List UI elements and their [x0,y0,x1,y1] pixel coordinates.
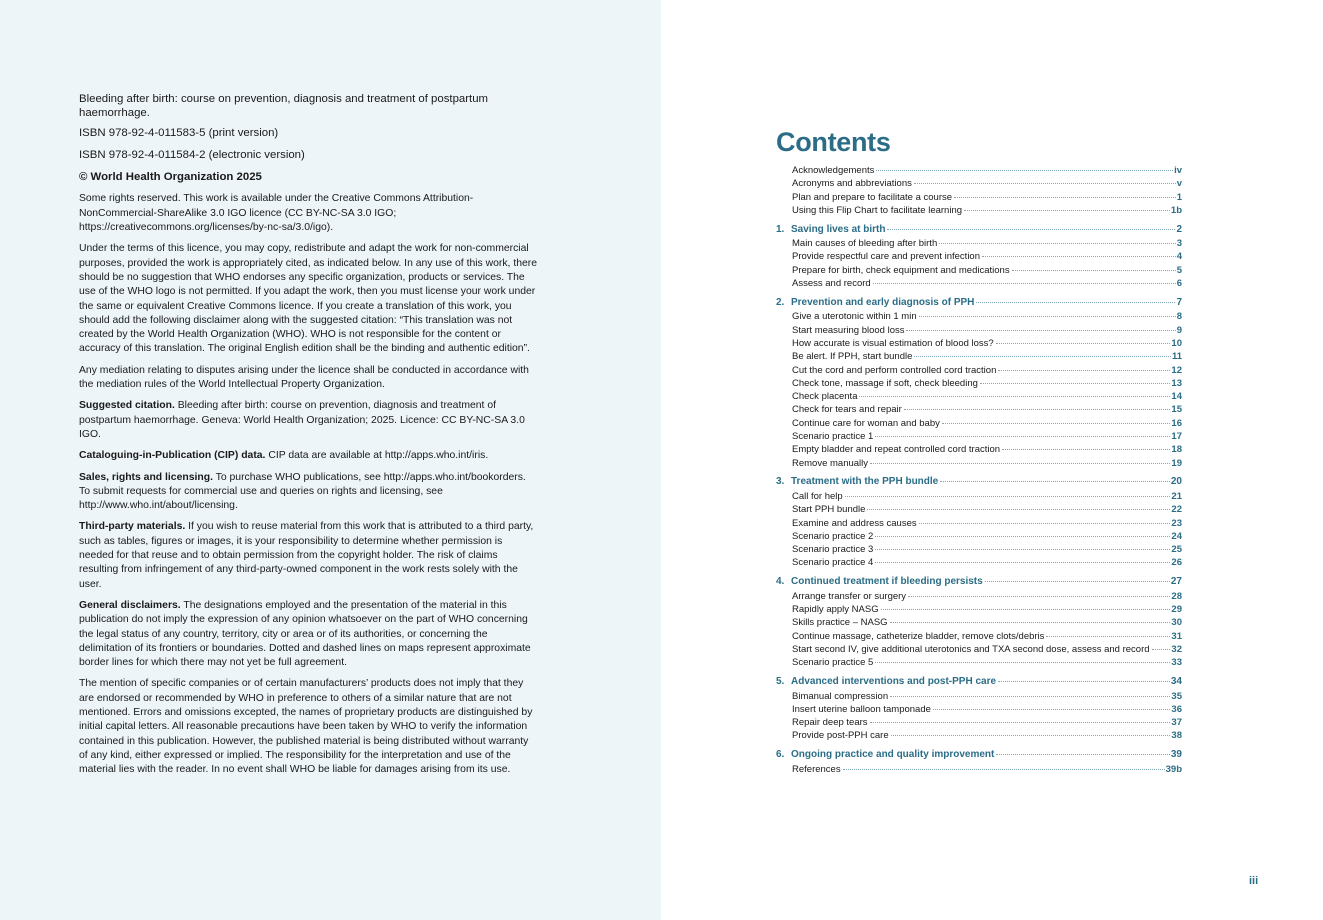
toc-entry[interactable] [776,403,1182,416]
toc-page-number: 35 [1171,690,1182,702]
toc-leader [914,183,1176,184]
toc-entry[interactable] [776,630,1182,643]
toc-page-number: 2 [1176,223,1182,235]
toc-page-number: 23 [1171,517,1182,529]
toc-page-number: 10 [1171,337,1182,349]
toc-leader [906,330,1175,331]
toc-leader [980,383,1171,384]
toc-leader [875,662,1170,663]
mediation-paragraph: Any mediation relating to disputes arising under the licence shall be conducted in accordance with the mediation rules of the World Intellectual Property Organization. [79,364,529,391]
toc-entry[interactable] [776,457,1182,470]
toc-entry-label: Plan and prepare to facilitate a course [792,191,953,203]
toc-entry[interactable] [776,703,1182,716]
citation-text: Bleeding after birth: course on prevention, diagnosis and treatment of postpartum haemorrhage. Geneva: World Health Organization; 2025. Licence: CC BY-NC-SA 3.0 IGO. [79,400,525,440]
toc-section [776,675,1182,743]
toc-entry-label: Continue massage, catheterize bladder, remove clots/debris [792,630,1045,642]
third-party-label: Third-party materials. [79,521,186,533]
toc-entry[interactable] [776,616,1182,629]
toc-entry-label: Rapidly apply NASG [792,604,879,616]
toc-entry-label: Acronyms and abbreviations [792,178,912,190]
toc-entry[interactable] [776,763,1182,776]
toc-leader [982,256,1176,257]
publication-title: Bleeding after birth: course on prevention, diagnosis and treatment of postpartum haemorrhage. [79,93,489,119]
toc-page-number: 29 [1171,604,1182,616]
toc-entry-label: Main causes of bleeding after birth [792,238,938,250]
toc-entry[interactable] [776,430,1182,443]
toc-leader [998,681,1170,682]
toc-entry[interactable] [776,590,1182,603]
toc-entry-label: Remove manually [792,457,869,469]
toc-entry[interactable] [776,164,1182,177]
toc-leader [873,283,1176,284]
toc-leader [887,229,1175,230]
page-number: iii [1249,875,1259,887]
toc-entry-label: Scenario practice 3 [792,544,874,556]
toc-entry[interactable] [776,250,1182,263]
toc-page-number: 1b [1170,204,1182,216]
toc-entry-label: Using this Flip Chart to facilitate learning [792,204,963,216]
toc-page-number: 30 [1171,617,1182,629]
toc-section-title: Prevention and early diagnosis of PPH [791,296,975,308]
toc-section [776,475,1182,569]
toc-page-number: 39 [1170,749,1182,761]
third-party-paragraph [79,520,539,591]
sales-paragraph [79,471,539,514]
toc-entry-label: Prepare for birth, check equipment and medications [792,264,1010,276]
terms-paragraph: Under the terms of this licence, you may copy, redistribute and adapt the work for non-commercial purposes, provided the work is appropriately cited, as indicated below. In any use of this work, there should be no suggestion that WHO endorses any specific organization, products or services. The use of the WHO logo is not permitted. If you adapt the work, then you must license your work under the same or equivalent Creative Commons licence. If you create a translation of this work, you should add the following disclaimer along with the suggested citation: “This translation was not created by the World Health Organization (WHO). WHO is not responsible for the content or accuracy of this translation. The original English edition shall be the binding and authentic edition”. [79,243,538,355]
toc-entry-label: Acknowledgements [792,165,875,176]
toc-page-number: 5 [1176,264,1182,276]
toc-page-number: 12 [1171,364,1182,376]
toc-leader [904,409,1171,410]
toc-page-number: iv [1174,165,1182,176]
cip-paragraph [79,449,539,463]
toc-section-heading[interactable] [776,675,1182,690]
toc-section-number: 5. [776,676,785,687]
toc-section [776,223,1182,291]
toc-leader [867,509,1170,510]
toc-section-heading[interactable] [776,575,1182,590]
toc-entry[interactable] [776,603,1182,616]
toc-entry[interactable] [776,350,1182,363]
general-disclaimers-label: General disclaimers. [79,599,181,611]
toc-entry[interactable] [776,417,1182,430]
toc-entry-label: How accurate is visual estimation of blood loss? [792,337,994,349]
toc-page-number: 19 [1171,457,1182,469]
toc-entry-label: Arrange transfer or surgery [792,590,907,602]
toc-leader [919,316,1176,317]
toc-leader [985,581,1170,582]
sales-label: Sales, rights and licensing. [79,471,213,483]
toc-entry[interactable] [776,310,1182,323]
toc-entry-label: Scenario practice 5 [792,657,874,669]
toc-page-number: 1 [1176,191,1182,203]
toc-page-number: 17 [1171,431,1182,443]
toc-leader [1152,649,1171,650]
toc-page-number: 11 [1171,351,1182,363]
toc-section-number: 2. [776,296,785,308]
toc-entry-label: Assess and record [792,278,871,290]
toc-section [776,575,1182,669]
toc-entry-label: Scenario practice 2 [792,530,874,542]
toc-entry-label: Check for tears and repair [792,404,902,416]
toc-section-heading[interactable] [776,475,1182,490]
toc-section [776,296,1182,470]
toc-page-number: 22 [1171,504,1182,516]
toc-leader [964,210,1170,211]
toc-entry[interactable] [776,443,1182,456]
toc-entry-label: Provide respectful care and prevent infection [792,251,980,263]
toc-page-number: 3 [1176,238,1182,250]
toc-leader [939,243,1175,244]
toc-section-heading[interactable] [776,296,1182,311]
toc-leader [845,496,1171,497]
toc-section-number: 4. [776,576,785,588]
toc-entry[interactable] [776,517,1182,530]
toc-entry-label: Scenario practice 1 [792,431,874,443]
toc-section-title: Continued treatment if bleeding persists [791,576,983,588]
toc-leader [881,609,1171,610]
contents-title: Contents [776,127,891,157]
toc-leader [875,549,1170,550]
toc-section [776,748,1182,776]
toc-page-number: 21 [1171,490,1182,502]
legal-notice [79,93,539,784]
toc-page-number: 8 [1176,311,1182,323]
toc-leader [996,343,1171,344]
toc-entry[interactable] [776,530,1182,543]
toc-page-number: 16 [1171,417,1182,429]
toc-page-number: 6 [1176,278,1182,290]
general-disclaimers-paragraph [79,599,539,670]
toc-page-number: 15 [1171,404,1182,416]
toc-leader [875,436,1170,437]
toc-page-number: 13 [1171,377,1182,389]
toc-leader [890,696,1170,697]
toc-entry-label: Provide post-PPH care [792,730,889,742]
toc-entry[interactable] [776,177,1182,190]
toc-entry[interactable] [776,204,1182,217]
toc-section [776,164,1182,217]
table-of-contents [776,164,1182,781]
general-disclaimers-text: The designations employed and the presentation of the material in this publication do not imply the expression of any opinion whatsoever on the part of WHO concerning the legal status of any country, territory, city or area or of its authorities, or concerning the delimitation of its frontiers or boundaries. Dotted and dashed lines on maps represent approximate border lines for which there may not yet be full agreement. [79,599,531,669]
toc-leader [875,562,1170,563]
toc-entry-label: Cut the cord and perform controlled cord traction [792,364,997,376]
toc-leader [891,735,1171,736]
toc-entry-label: Examine and address causes [792,517,917,529]
toc-entry-label: Start measuring blood loss [792,324,905,336]
toc-leader [843,769,1165,770]
toc-entry[interactable] [776,503,1182,516]
toc-page-number: 36 [1171,703,1182,715]
toc-entry-label: Check tone, massage if soft, check bleeding [792,377,978,389]
toc-page-number: 33 [1171,657,1182,669]
toc-leader [998,370,1170,371]
toc-entry[interactable] [776,337,1182,350]
toc-leader [940,481,1170,482]
toc-leader [919,523,1171,524]
toc-page-number: 25 [1171,544,1182,556]
toc-page-number: 37 [1171,717,1182,729]
toc-leader [908,596,1170,597]
toc-entry-label: Repair deep tears [792,717,868,729]
toc-entry[interactable] [776,656,1182,669]
toc-page-number: 4 [1176,251,1182,263]
toc-section-number: 6. [776,749,785,761]
toc-entry[interactable] [776,364,1182,377]
toc-page-number: 7 [1176,296,1182,308]
toc-leader [870,722,1171,723]
toc-entry[interactable] [776,277,1182,290]
toc-entry-label: Scenario practice 4 [792,557,874,569]
toc-entry[interactable] [776,690,1182,703]
toc-page-number: 39b [1165,763,1182,775]
toc-section-title: Advanced interventions and post-PPH care [791,676,997,687]
toc-entry-label: Insert uterine balloon tamponade [792,703,931,715]
toc-leader [1012,270,1176,271]
toc-section-number: 3. [776,476,785,488]
citation-paragraph [79,399,539,442]
toc-leader [996,754,1170,755]
toc-section-title: Treatment with the PPH bundle [791,476,939,488]
toc-page-number: 32 [1171,643,1182,655]
isbn-print: ISBN 978-92-4-011583-5 (print version) [79,127,279,140]
toc-leader [942,423,1171,424]
toc-entry-label: Continue care for woman and baby [792,417,940,429]
toc-entry[interactable] [776,556,1182,569]
toc-leader [876,170,1173,171]
toc-page-number: 18 [1171,444,1182,456]
toc-section-title: Saving lives at birth [791,223,886,235]
toc-entry[interactable] [776,264,1182,277]
toc-section-heading[interactable] [776,748,1182,763]
toc-leader [954,197,1176,198]
toc-entry[interactable] [776,716,1182,729]
toc-page-number: v [1176,178,1182,190]
toc-entry[interactable] [776,324,1182,337]
toc-entry[interactable] [776,191,1182,204]
toc-entry-label: Start PPH bundle [792,504,866,516]
toc-entry-label: Empty bladder and repeat controlled cord traction [792,444,1001,456]
toc-entry-label: Be alert. If PPH, start bundle [792,351,913,363]
toc-entry-label: Skills practice – NASG [792,617,888,629]
toc-page-number: 31 [1171,630,1182,642]
rights-paragraph: Some rights reserved. This work is available under the Creative Commons Attribution-NonCommercial-ShareAlike 3.0 IGO licence (CC BY-NC-SA 3.0 IGO; https://creativecommons.org/licenses/by-nc-sa/3.0/igo). [79,193,474,234]
toc-entry-label: Give a uterotonic within 1 min [792,311,917,323]
toc-page-number: 20 [1170,476,1182,488]
toc-entry[interactable] [776,377,1182,390]
toc-entry[interactable] [776,729,1182,742]
toc-entry-label: Start second IV, give additional uterotonics and TXA second dose, assess and record [792,643,1150,655]
mention-paragraph: The mention of specific companies or of certain manufacturers’ products does not imply that they are endorsed or recommended by WHO in preference to others of a similar nature that are not mentioned. Errors and omissions excepted, the names of proprietary products are distinguished by initial capital letters. All reasonable precautions have been taken by WHO to verify the information contained in this publication. However, the published material is being distributed without warranty of any kind, either expressed or implied. The responsibility for the interpretation and use of the material lies with the reader. In no event shall WHO be liable for damages arising from its use. [79,678,533,776]
toc-entry[interactable] [776,543,1182,556]
toc-leader [859,396,1170,397]
toc-section-heading[interactable] [776,223,1182,238]
toc-leader [1002,449,1170,450]
toc-page-number: 27 [1170,576,1182,588]
toc-leader [1046,636,1170,637]
toc-section-number: 1. [776,223,785,235]
cip-text: CIP data are available at http://apps.who.int/iris. [265,450,489,462]
toc-leader [870,463,1170,464]
toc-entry-label: Bimanual compression [792,690,889,702]
toc-page-number: 9 [1176,324,1182,336]
toc-page-number: 24 [1171,530,1182,542]
citation-label: Suggested citation. [79,400,175,412]
toc-entry-label: References [792,763,841,775]
toc-page-number: 14 [1171,391,1182,403]
toc-page-number: 26 [1171,557,1182,569]
toc-entry[interactable] [776,643,1182,656]
toc-entry-label: Check placenta [792,391,858,403]
toc-entry[interactable] [776,490,1182,503]
toc-page-number: 34 [1170,676,1182,687]
third-party-text: If you wish to reuse material from this work that is attributed to a third party, such as tables, figures or images, it is your responsibility to determine whether permission is needed for that reuse and to obtain permission from the copyright holder. The risk of claims resulting from infringement of any third-party-owned component in the work rests solely with the user. [79,521,534,590]
sales-text: To purchase WHO publications, see http://apps.who.int/bookorders. To submit requests for commercial use and queries on rights and licensing, see http://www.who.int/about/licensing. [79,471,526,512]
toc-leader [875,536,1170,537]
toc-section-title: Ongoing practice and quality improvement [791,749,995,761]
toc-leader [933,709,1171,710]
copyright-notice: © World Health Organization 2025 [79,171,262,184]
toc-leader [890,622,1171,623]
toc-entry[interactable] [776,237,1182,250]
left-page [0,0,661,920]
toc-entry-label: Call for help [792,490,843,502]
toc-leader [914,356,1171,357]
toc-entry[interactable] [776,390,1182,403]
isbn-electronic: ISBN 978-92-4-011584-2 (electronic version) [79,149,305,162]
cip-label: Cataloguing-in-Publication (CIP) data. [79,450,266,462]
toc-page-number: 28 [1171,590,1182,602]
toc-leader [976,302,1175,303]
toc-page-number: 38 [1171,730,1182,742]
